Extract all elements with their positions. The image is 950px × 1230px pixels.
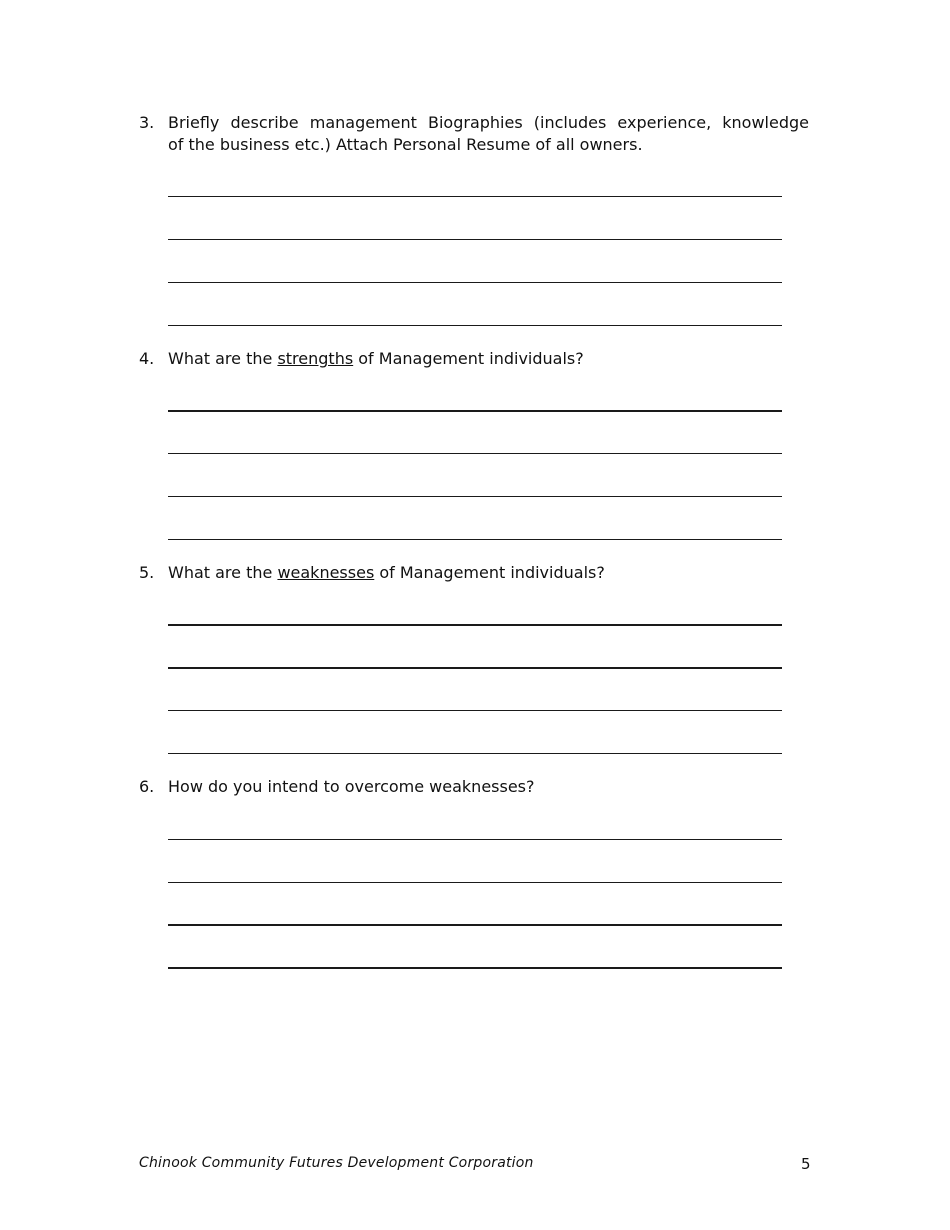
answer-line[interactable] <box>168 539 782 540</box>
answer-line[interactable] <box>168 753 782 754</box>
answer-line[interactable] <box>168 496 782 497</box>
footer-organization: Chinook Community Futures Development Corporation <box>139 1155 534 1171</box>
answer-line[interactable] <box>168 667 782 669</box>
answer-line[interactable] <box>168 410 782 412</box>
page-number: 5 <box>801 1155 811 1173</box>
question-text-start: What are the <box>168 563 278 582</box>
question-6 <box>139 776 809 798</box>
question-text-end: of Management individuals? <box>353 349 584 368</box>
answer-line[interactable] <box>168 624 782 626</box>
question-3 <box>139 112 809 156</box>
answer-line[interactable] <box>168 924 782 926</box>
answer-line[interactable] <box>168 239 782 240</box>
emphasis-weaknesses: weaknesses <box>277 563 375 582</box>
question-text <box>168 562 809 584</box>
question-5 <box>139 562 809 584</box>
answer-line[interactable] <box>168 453 782 454</box>
question-text-line-2: of the business etc.) Attach Personal Resume of all owners. <box>168 135 643 154</box>
question-text-line-1: Briefly describe management Biographies (includes experience, knowledge <box>168 113 809 132</box>
question-number: 5. <box>139 563 155 582</box>
answer-line[interactable] <box>168 282 782 283</box>
answer-line[interactable] <box>168 196 782 197</box>
question-text <box>168 348 809 370</box>
question-text <box>168 112 809 156</box>
question-number: 6. <box>139 777 155 796</box>
answer-line[interactable] <box>168 325 782 326</box>
question-text-end: of Management individuals? <box>374 563 605 582</box>
answer-line[interactable] <box>168 839 782 840</box>
question-number: 4. <box>139 349 155 368</box>
question-4 <box>139 348 809 370</box>
question-text-start: What are the <box>168 349 278 368</box>
answer-line[interactable] <box>168 710 782 711</box>
question-text: How do you intend to overcome weaknesses? <box>168 777 535 796</box>
emphasis-strengths: strengths <box>277 349 354 368</box>
answer-line[interactable] <box>168 882 782 883</box>
question-number: 3. <box>139 113 155 132</box>
answer-line[interactable] <box>168 967 782 969</box>
